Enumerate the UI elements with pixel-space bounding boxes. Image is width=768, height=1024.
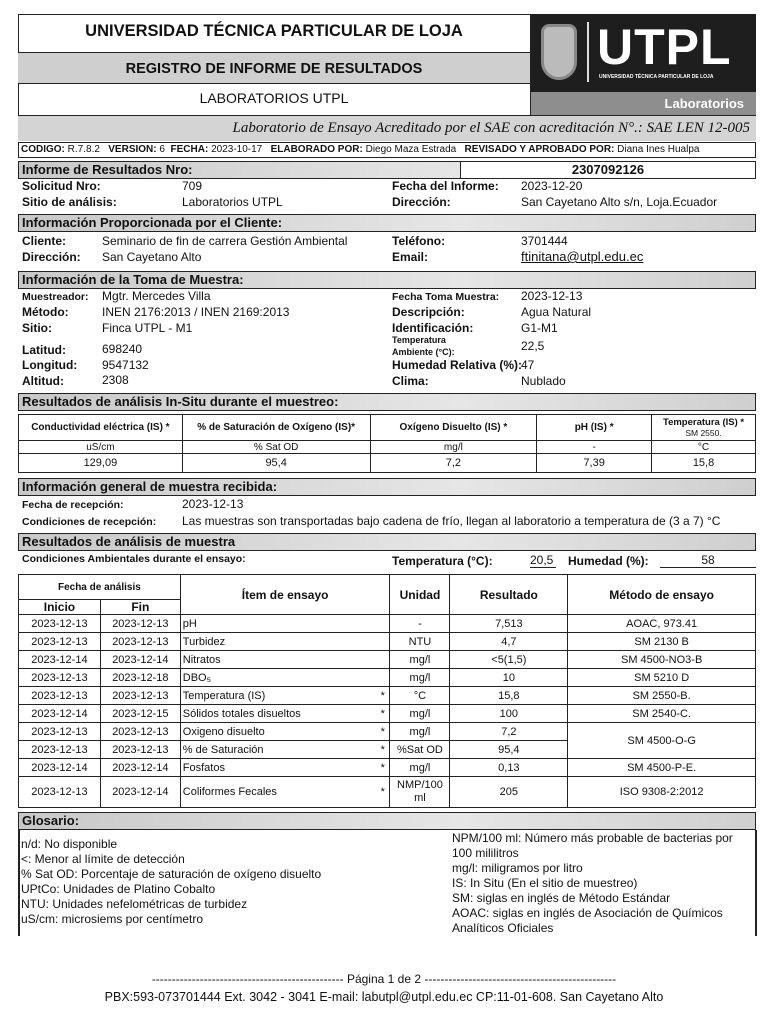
item-cell: Coliformes Fecales xyxy=(180,777,376,808)
table-row xyxy=(19,615,756,633)
version-label: VERSION: xyxy=(108,144,157,155)
temperatura-ensayo-value: 20,5 xyxy=(530,553,556,568)
metodo-cell: SM 4500-NO3-B xyxy=(568,651,756,669)
accredited-mark: * xyxy=(376,723,390,741)
sitio-value: Finca UTPL - M1 xyxy=(102,321,193,335)
elaborado-label: ELABORADO POR: xyxy=(270,144,363,155)
glosario-item: NTU: Unidades nefelométricas de turbidez xyxy=(21,897,248,911)
resultado-cell: 0,13 xyxy=(450,759,568,777)
resultado-cell: 7,513 xyxy=(450,615,568,633)
unidad-cell: mg/l xyxy=(390,651,450,669)
fin-header: Fin xyxy=(100,600,180,615)
glosario-left-border xyxy=(18,830,20,936)
glosario-item: IS: In Situ (En el sitio de muestreo) xyxy=(452,876,638,890)
accredited-mark xyxy=(376,615,390,633)
registry-title: REGISTRO DE INFORME DE RESULTADOS xyxy=(18,52,530,84)
longitud-value: 9547132 xyxy=(102,358,149,372)
inicio-cell: 2023-12-14 xyxy=(19,705,101,723)
resultados-table xyxy=(18,574,756,808)
glosario-item: UPtCo: Unidades de Platino Cobalto xyxy=(21,882,216,896)
fin-cell: 2023-12-14 xyxy=(100,777,180,808)
fecha-toma-value: 2023-12-13 xyxy=(521,289,583,303)
accreditation-line: Laboratorio de Ensayo Acreditado por el SAE con acreditación N°.: SAE LEN 12-005 xyxy=(18,115,756,141)
item-cell: % de Saturación xyxy=(180,741,376,759)
cliente-value: Seminario de fin de carrera Gestión Ambiental xyxy=(102,234,348,248)
unidad-cell: mg/l xyxy=(390,669,450,687)
unidad-cell: - xyxy=(390,615,450,633)
table-row xyxy=(19,705,756,723)
descripcion-label: Descripción: xyxy=(392,305,465,319)
identificacion-value: G1-M1 xyxy=(521,321,558,335)
latitud-value: 698240 xyxy=(102,342,143,356)
muestreador-value: Mgtr. Mercedes Villa xyxy=(102,289,211,303)
item-cell: Oxigeno disuelto xyxy=(180,723,376,741)
footer-contact: PBX:593-073701444 Ext. 3042 - 3041 E-mail: labutpl@utpl.edu.ec CP:11-01-608. San Cayetano Alto xyxy=(104,990,664,1004)
informe-number: 2307092126 xyxy=(460,161,756,179)
unidad-cell: mg/l xyxy=(390,759,450,777)
metodo-cell: SM 4500-P-E. xyxy=(568,759,756,777)
table-row xyxy=(19,633,756,651)
accredited-mark: * xyxy=(376,741,390,759)
item-cell: DBO₅ xyxy=(180,669,376,687)
recepcion-value: 2023-12-13 xyxy=(182,497,244,511)
fin-cell: 2023-12-18 xyxy=(100,669,180,687)
insitu-unit: mg/l xyxy=(370,441,537,454)
metodo-header: Método de ensayo xyxy=(568,575,756,615)
unidad-cell: °C xyxy=(390,687,450,705)
page-indicator: ------------------------------------------------ Página 1 de 2 ------------------------------------------------ xyxy=(151,972,617,986)
metodo-cell: ISO 9308-2:2012 xyxy=(568,777,756,808)
email-label: Email: xyxy=(392,250,429,264)
unidad-cell: mg/l xyxy=(390,723,450,741)
accredited-mark: * xyxy=(376,687,390,705)
insitu-value: 129,09 xyxy=(19,454,183,473)
insitu-value: 95,4 xyxy=(182,454,370,473)
inicio-cell: 2023-12-14 xyxy=(19,651,101,669)
insitu-header: Conductividad eléctrica (IS) * xyxy=(19,415,183,441)
fin-cell: 2023-12-13 xyxy=(100,615,180,633)
latitud-label: Latitud: xyxy=(22,343,66,357)
elaborado-value: Diego Maza Estrada xyxy=(365,144,457,155)
resultado-cell: <5(1,5) xyxy=(450,651,568,669)
glosario-item: Analíticos Oficiales xyxy=(452,921,554,935)
glosario-bar: Glosario: xyxy=(18,812,756,830)
item-header: Ítem de ensayo xyxy=(180,575,390,615)
accredited-mark: * xyxy=(376,705,390,723)
inicio-cell: 2023-12-14 xyxy=(19,759,101,777)
insitu-value: 15,8 xyxy=(652,454,756,473)
inicio-cell: 2023-12-13 xyxy=(19,633,101,651)
fecha-label: FECHA: xyxy=(170,144,209,155)
muestreador-label: Muestreador: xyxy=(22,291,89,303)
sitio-analisis-value: Laboratorios UTPL xyxy=(182,195,283,209)
telefono-label: Teléfono: xyxy=(392,234,446,248)
general-bar: Información general de muestra recibida: xyxy=(18,478,756,496)
insitu-header: % de Saturación de Oxígeno (IS)* xyxy=(182,415,370,441)
accredited-mark: * xyxy=(376,777,390,808)
clima-value: Nublado xyxy=(521,374,566,388)
fin-cell: 2023-12-13 xyxy=(100,687,180,705)
fin-cell: 2023-12-13 xyxy=(100,723,180,741)
accredited-mark xyxy=(376,651,390,669)
codigo-label: CODIGO: xyxy=(21,144,65,155)
inicio-cell: 2023-12-13 xyxy=(19,669,101,687)
table-row xyxy=(19,669,756,687)
item-cell: Temperatura (IS) xyxy=(180,687,376,705)
fin-cell: 2023-12-13 xyxy=(100,633,180,651)
glosario-right xyxy=(452,831,733,936)
glosario-item: 100 mililitros xyxy=(452,846,519,860)
revisado-value: Diana Ines Hualpa xyxy=(617,144,700,155)
logo-subtitle: UNIVERSIDAD TÉCNICA PARTICULAR DE LOJA xyxy=(599,74,714,80)
resultado-cell: 10 xyxy=(450,669,568,687)
shield-icon xyxy=(541,24,577,80)
inicio-cell: 2023-12-13 xyxy=(19,741,101,759)
glosario-item: % Sat OD: Porcentaje de saturación de oxígeno disuelto xyxy=(21,867,322,881)
logo-labs-label: Laboratorios xyxy=(530,92,756,115)
unidad-cell: NMP/100ml xyxy=(390,777,450,808)
sitio-analisis-label: Sitio de análisis: xyxy=(22,195,117,209)
glosario-item: AOAC: siglas en inglés de Asociación de Químicos xyxy=(452,906,723,920)
solicitud-value: 709 xyxy=(182,179,203,193)
toma-bar: Información de la Toma de Muestra: xyxy=(18,271,756,289)
temperatura-ambiente-value: 22,5 xyxy=(521,339,545,353)
glosario-right-border xyxy=(755,830,757,936)
humedad-value: 47 xyxy=(521,358,535,372)
condiciones-ambientales-label: Condiciones Ambientales durante el ensayo: xyxy=(22,553,246,565)
insitu-bar: Resultados de análisis In-Situ durante el muestreo: xyxy=(18,393,756,411)
fecha-informe-value: 2023-12-20 xyxy=(521,179,583,193)
accredited-mark xyxy=(376,669,390,687)
temperatura-ensayo-label: Temperatura (°C): xyxy=(392,554,493,568)
table-row xyxy=(19,723,756,741)
clima-label: Clima: xyxy=(392,374,429,388)
unidad-cell: mg/l xyxy=(390,705,450,723)
code-line xyxy=(18,142,756,158)
insitu-value: 7,39 xyxy=(537,454,652,473)
identificacion-label: Identificación: xyxy=(392,321,474,335)
metodo-label: Método: xyxy=(22,305,69,319)
glosario-item: <: Menor al límite de detección xyxy=(21,852,185,866)
logo-divider xyxy=(587,22,589,82)
insitu-header xyxy=(652,415,756,441)
resultado-cell: 95,4 xyxy=(450,741,568,759)
table-row xyxy=(19,687,756,705)
cliente-direccion-label: Dirección: xyxy=(22,250,81,264)
insitu-unit: - xyxy=(537,441,652,454)
fin-cell: 2023-12-15 xyxy=(100,705,180,723)
insitu-header: pH (IS) * xyxy=(537,415,652,441)
direccion-label: Dirección: xyxy=(392,195,451,209)
insitu-table xyxy=(18,414,756,473)
insitu-unit: % Sat OD xyxy=(182,441,370,454)
metodo-cell: SM 4500-O-G xyxy=(568,723,756,759)
item-cell: Sólidos totales disueltos xyxy=(180,705,376,723)
resultado-cell: 4,7 xyxy=(450,633,568,651)
version-value: 6 xyxy=(159,144,165,155)
email-link[interactable]: ftinitana@utpl.edu.ec xyxy=(521,249,644,264)
fin-cell: 2023-12-14 xyxy=(100,759,180,777)
insitu-unit: uS/cm xyxy=(19,441,183,454)
fecha-informe-label: Fecha del Informe: xyxy=(392,179,499,193)
accredited-mark xyxy=(376,633,390,651)
metodo-cell: SM 2540-C. xyxy=(568,705,756,723)
unidad-header: Unidad xyxy=(390,575,450,615)
labs-title: LABORATORIOS UTPL xyxy=(199,90,349,106)
metodo-cell: AOAC, 973.41 xyxy=(568,615,756,633)
longitud-label: Longitud: xyxy=(22,358,78,372)
fin-cell: 2023-12-13 xyxy=(100,741,180,759)
unidad-cell: %Sat OD xyxy=(390,741,450,759)
humedad-ensayo-value: 58 xyxy=(660,553,756,568)
resultado-cell: 205 xyxy=(450,777,568,808)
insitu-temp-header: Temperatura (IS) * xyxy=(662,416,745,428)
accredited-mark: * xyxy=(376,759,390,777)
glosario-item: n/d: No disponible xyxy=(21,837,118,851)
unidad-cell: NTU xyxy=(390,633,450,651)
informe-bar: Informe de Resultados Nro: xyxy=(18,161,756,179)
glosario-left xyxy=(21,837,321,927)
inicio-header: Inicio xyxy=(19,600,101,615)
fecha-toma-label: Fecha Toma Muestra: xyxy=(392,291,500,303)
condiciones-label: Condiciones de recepción: xyxy=(22,516,157,528)
inicio-cell: 2023-12-13 xyxy=(19,615,101,633)
inicio-cell: 2023-12-13 xyxy=(19,777,101,808)
item-cell: Nitratos xyxy=(180,651,376,669)
descripcion-value: Agua Natural xyxy=(521,305,592,319)
metodo-cell: SM 2130 B xyxy=(568,633,756,651)
metodo-cell: SM 2550-B. xyxy=(568,687,756,705)
metodo-value: INEN 2176:2013 / INEN 2169:2013 xyxy=(102,305,290,319)
resultado-cell: 15,8 xyxy=(450,687,568,705)
codigo-value: R.7.8.2 xyxy=(67,144,100,155)
condiciones-value: Las muestras son transportadas bajo cadena de frío, llegan al laboratorio a temperatura de (3 a 7) °C xyxy=(182,514,721,528)
insitu-value: 7,2 xyxy=(370,454,537,473)
insitu-unit: °C xyxy=(652,441,756,454)
item-cell: pH xyxy=(180,615,376,633)
glosario-item: SM: siglas en inglés de Método Estándar xyxy=(452,891,671,905)
cliente-label: Cliente: xyxy=(22,234,67,248)
insitu-header: Oxígeno Disuelto (IS) * xyxy=(370,415,537,441)
glosario-item: NPM/100 ml: Número más probable de bacterias por xyxy=(452,831,733,845)
table-row xyxy=(19,777,756,808)
item-cell: Turbidez xyxy=(180,633,376,651)
fin-cell: 2023-12-14 xyxy=(100,651,180,669)
revisado-label: REVISADO Y APROBADO POR: xyxy=(464,144,615,155)
cliente-direccion-value: San Cayetano Alto xyxy=(102,250,202,264)
resultado-header: Resultado xyxy=(450,575,568,615)
telefono-value: 3701444 xyxy=(521,234,568,248)
inicio-cell: 2023-12-13 xyxy=(19,723,101,741)
glosario-item: mg/l: miligramos por litro xyxy=(452,861,583,875)
humedad-ensayo-label: Humedad (%): xyxy=(568,554,649,568)
resultados-bar: Resultados de análisis de muestra xyxy=(18,533,756,551)
table-row xyxy=(19,651,756,669)
utpl-logo xyxy=(530,14,756,92)
altitud-label: Altitud: xyxy=(22,374,64,388)
temperatura-ambiente-label-2: Ambiente (°C): xyxy=(392,347,455,357)
glosario-item: uS/cm: microsiems por centímetro xyxy=(21,912,204,926)
university-name: UNIVERSIDAD TÉCNICA PARTICULAR DE LOJA xyxy=(85,22,463,40)
temperatura-ambiente-label-1: Temperatura xyxy=(392,335,446,345)
resultado-cell: 100 xyxy=(450,705,568,723)
table-row xyxy=(19,759,756,777)
recepcion-label: Fecha de recepción: xyxy=(22,499,124,511)
metodo-cell: SM 5210 D xyxy=(568,669,756,687)
humedad-label: Humedad Relativa (%): xyxy=(392,358,523,372)
fecha-value: 2023-10-17 xyxy=(211,144,263,155)
fecha-analisis-header: Fecha de análisis xyxy=(19,575,181,600)
solicitud-label: Solicitud Nro: xyxy=(22,179,101,193)
logo-text: UTPL xyxy=(597,19,732,75)
direccion-value: San Cayetano Alto s/n, Loja.Ecuador xyxy=(521,195,718,209)
inicio-cell: 2023-12-13 xyxy=(19,687,101,705)
altitud-value: 2308 xyxy=(102,373,129,387)
cliente-bar: Información Proporcionada por el Cliente: xyxy=(18,214,756,232)
item-cell: Fosfatos xyxy=(180,759,376,777)
sitio-label: Sitio: xyxy=(22,321,52,335)
insitu-temp-method: SM 2550. xyxy=(685,427,722,438)
resultado-cell: 7,2 xyxy=(450,723,568,741)
